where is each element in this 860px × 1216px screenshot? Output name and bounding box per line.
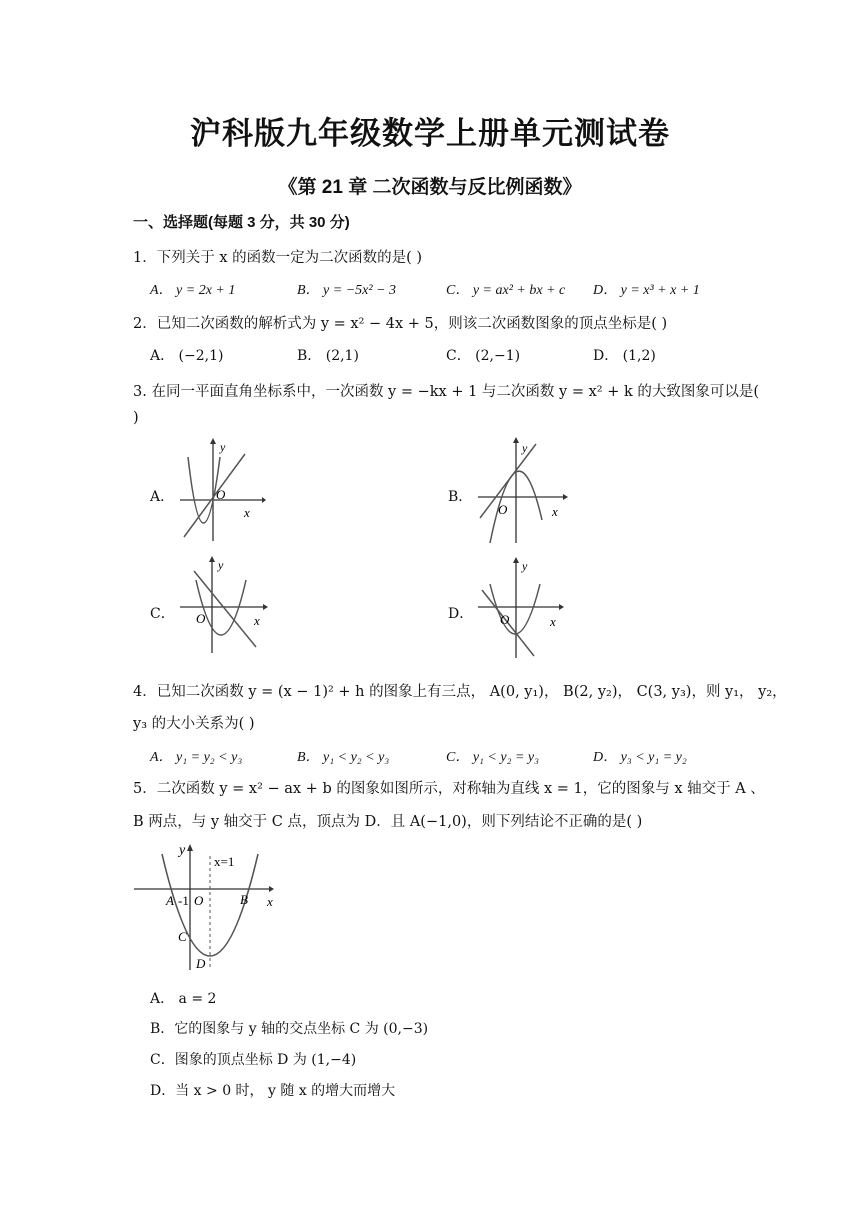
graph-d-x-label: x xyxy=(550,614,556,629)
graph-c-origin-label: O xyxy=(196,611,206,626)
question-5-option-d: D．当 x > 0 时， y 随 x 的增大而增大 xyxy=(150,1083,396,1099)
question-1-option-a: A． y = 2x + 1 xyxy=(150,283,236,298)
question-3-stem-end: ) xyxy=(133,410,139,426)
question-3-label-a: A． xyxy=(150,489,175,505)
question-4-stem: 4．已知二次函数 y = (x − 1)² + h 的图象上有三点， A(0, y₁)， B(2, y₂)， C(3, y₃)，则 y₁， y₂， xyxy=(133,684,787,700)
question-3-label-d: D． xyxy=(448,606,474,622)
question-5-stem-end: B 两点，与 y 轴交于 C 点，顶点为 D．且 A(−1,0)，则下列结论不正确的是( ) xyxy=(133,814,643,830)
question-1-option-c: C． y = ax² + bx + c xyxy=(446,283,566,298)
question-2-stem: 2．已知二次函数的解析式为 y = x² − 4x + 5，则该二次函数图象的顶点坐标是( ) xyxy=(133,316,668,332)
graph-c-x-label: x xyxy=(254,613,260,628)
question-3-label-b: B． xyxy=(448,489,473,505)
question-4-option-b: B． y₁ < y₂ < y₃ xyxy=(297,750,390,765)
page-title: 沪科版九年级数学上册单元测试卷 xyxy=(190,116,670,151)
question-5-graph xyxy=(130,838,280,973)
question-4-stem-end: y₃ 的大小关系为( ) xyxy=(133,716,255,732)
q5-b-label: B xyxy=(240,892,248,907)
question-4-option-a: A． y₁ = y₂ < y₃ xyxy=(150,750,243,765)
question-3-graph-d xyxy=(474,556,569,660)
q5-axis-line-label: x=1 xyxy=(214,854,235,869)
question-3-graph-a xyxy=(176,437,266,542)
question-1-stem: 1．下列关于 x 的函数一定为二次函数的是( ) xyxy=(133,250,423,266)
question-1-option-d: D． y = x³ + x + 1 xyxy=(593,283,700,298)
question-2-option-b: B． (2,1) xyxy=(297,348,359,364)
question-3-label-c: C． xyxy=(150,606,175,622)
graph-b-x-label: x xyxy=(552,504,558,519)
graph-a-origin-label: O xyxy=(216,487,226,502)
question-3-graph-c xyxy=(176,555,271,655)
question-1-option-b: B． y = −5x² − 3 xyxy=(297,283,397,298)
question-3-stem: 3. 在同一平面直角坐标系中，一次函数 y = −kx + 1 与二次函数 y = x² + k 的大致图象可以是( xyxy=(133,384,760,400)
question-2-option-c: C． (2,−1) xyxy=(446,348,521,364)
graph-a-y-label: y xyxy=(220,440,226,454)
chapter-subtitle: 《第 21 章 二次函数与反比例函数》 xyxy=(278,177,582,198)
question-3-graph-b xyxy=(474,436,569,544)
q5-neg1-label: -1 xyxy=(178,893,189,908)
graph-b-origin-label: O xyxy=(498,502,508,517)
q5-origin-label: O xyxy=(194,893,204,908)
question-4-option-c: C． y₁ < y₂ = y₃ xyxy=(446,750,539,765)
q5-a-label: A xyxy=(166,893,174,908)
question-2-option-d: D． (1,2) xyxy=(593,348,656,364)
section-heading: 一、选择题(每题 3 分，共 30 分) xyxy=(133,214,350,231)
graph-d-y-label: y xyxy=(522,559,528,573)
question-5-option-c: C．图象的顶点坐标 D 为 (1,−4) xyxy=(150,1052,357,1068)
q5-y-label: y xyxy=(179,843,186,858)
question-5-option-b: B．它的图象与 y 轴的交点坐标 C 为 (0,−3) xyxy=(150,1021,429,1037)
graph-d-origin-label: O xyxy=(500,612,510,627)
q5-x-label: x xyxy=(267,894,273,909)
question-5-option-a: A． a = 2 xyxy=(150,991,217,1007)
q5-d-label: D xyxy=(196,956,206,971)
question-2-option-a: A． (−2,1) xyxy=(150,348,224,364)
graph-c-y-label: y xyxy=(218,558,224,572)
q5-c-label: C xyxy=(178,929,187,944)
graph-b-y-label: y xyxy=(522,441,528,455)
graph-a-x-label: x xyxy=(244,505,250,520)
question-5-stem: 5．二次函数 y = x² − ax + b 的图象如图所示，对称轴为直线 x = 1，它的图象与 x 轴交于 A 、 xyxy=(133,781,765,797)
question-4-option-d: D． y₃ < y₁ = y₂ xyxy=(593,750,687,765)
